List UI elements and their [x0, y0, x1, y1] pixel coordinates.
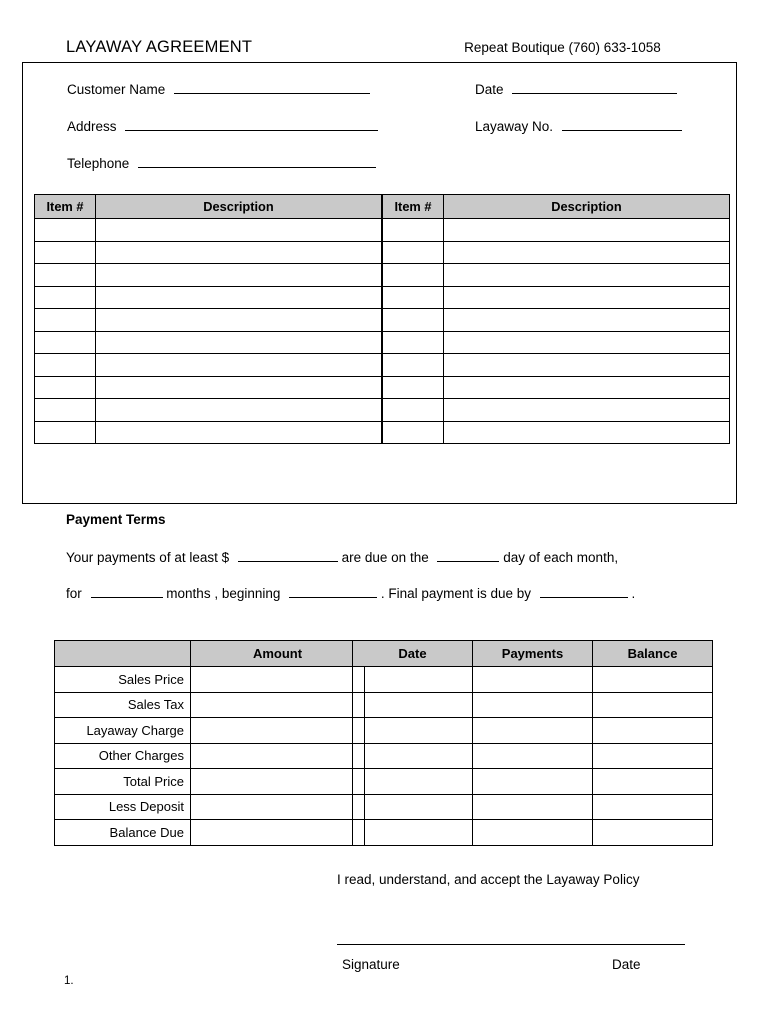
description-cell[interactable] [444, 376, 730, 399]
table-row [35, 286, 382, 309]
table-row [383, 309, 730, 332]
item-cell[interactable] [383, 354, 444, 377]
balance-cell[interactable] [593, 769, 713, 795]
customer-and-items-box [22, 62, 737, 504]
date-cell[interactable] [353, 794, 473, 820]
description-cell[interactable] [96, 309, 382, 332]
item-cell[interactable] [383, 399, 444, 422]
payment-cell[interactable] [473, 743, 593, 769]
amount-cell[interactable] [191, 743, 365, 769]
item-cell[interactable] [383, 309, 444, 332]
row-label: Balance Due [55, 820, 191, 846]
description-cell[interactable] [444, 286, 730, 309]
payment-cell[interactable] [473, 820, 593, 846]
table-row [353, 769, 713, 795]
table-row [35, 264, 382, 287]
table-row [353, 718, 713, 744]
description-cell[interactable] [444, 309, 730, 332]
balance-cell[interactable] [593, 718, 713, 744]
item-cell[interactable] [35, 286, 96, 309]
for-label: for [66, 586, 82, 602]
table-row [383, 286, 730, 309]
table-header-row [35, 195, 382, 219]
amount-cell[interactable] [191, 794, 365, 820]
item-cell[interactable] [35, 309, 96, 332]
description-cell[interactable] [444, 331, 730, 354]
item-cell[interactable] [35, 331, 96, 354]
table-row [353, 692, 713, 718]
table-row [383, 219, 730, 242]
amount-cell[interactable] [191, 820, 365, 846]
row-label: Less Deposit [55, 794, 191, 820]
date-label: Date [475, 82, 504, 98]
table-row [35, 421, 382, 444]
payment-cell[interactable] [473, 769, 593, 795]
item-cell[interactable] [35, 241, 96, 264]
table-row [55, 667, 365, 693]
item-table-right [382, 194, 730, 444]
item-cell[interactable] [35, 264, 96, 287]
table-row [55, 820, 365, 846]
payment-cell[interactable] [473, 667, 593, 693]
payments-header: Payments [473, 641, 593, 667]
table-row [35, 376, 382, 399]
table-row [383, 421, 730, 444]
page-number: 1. [64, 975, 74, 987]
months-count-input[interactable] [91, 585, 163, 598]
balance-cell[interactable] [593, 794, 713, 820]
description-cell[interactable] [96, 286, 382, 309]
table-row [55, 718, 365, 744]
description-cell[interactable] [444, 421, 730, 444]
field-customer-name [67, 81, 370, 97]
balance-cell[interactable] [593, 743, 713, 769]
description-cell[interactable] [444, 264, 730, 287]
amount-cell[interactable] [191, 692, 365, 718]
row-label: Layaway Charge [55, 718, 191, 744]
item-cell[interactable] [35, 219, 96, 242]
date-cell[interactable] [353, 692, 473, 718]
table-row [35, 354, 382, 377]
date-cell[interactable] [353, 718, 473, 744]
address-label: Address [67, 119, 117, 135]
amount-cell[interactable] [191, 769, 365, 795]
row-label: Sales Price [55, 667, 191, 693]
item-tables [34, 194, 730, 444]
table-row [353, 743, 713, 769]
date-input[interactable] [512, 81, 677, 94]
date-cell[interactable] [353, 667, 473, 693]
item-cell[interactable] [35, 399, 96, 422]
period-label: . [631, 586, 636, 602]
layaway-no-input[interactable] [562, 118, 682, 131]
each-month-label: day of each month, [503, 550, 619, 566]
field-address [67, 118, 378, 134]
page-title: LAYAWAY AGREEMENT [66, 38, 253, 56]
item-cell[interactable] [383, 421, 444, 444]
item-cell[interactable] [383, 376, 444, 399]
date-header: Date [353, 641, 473, 667]
description-header: Description [96, 195, 382, 219]
row-label: Sales Tax [55, 692, 191, 718]
table-row [35, 219, 382, 242]
payment-amount-input[interactable] [238, 549, 338, 562]
due-day-input[interactable] [437, 549, 499, 562]
table-row [55, 794, 365, 820]
table-row [353, 667, 713, 693]
field-date [475, 81, 677, 97]
address-input[interactable] [125, 118, 378, 131]
payment-amount-label: Your payments of at least $ [66, 550, 230, 566]
description-cell[interactable] [96, 421, 382, 444]
field-layaway-no [475, 118, 682, 134]
beginning-date-input[interactable] [289, 585, 377, 598]
description-cell[interactable] [96, 241, 382, 264]
date-cell[interactable] [353, 820, 473, 846]
table-row [353, 794, 713, 820]
balance-cell[interactable] [593, 820, 713, 846]
payment-cell[interactable] [473, 692, 593, 718]
table-row [55, 743, 365, 769]
table-row [383, 264, 730, 287]
item-cell[interactable] [35, 421, 96, 444]
document-header [66, 38, 706, 57]
description-cell[interactable] [96, 264, 382, 287]
item-table-left [34, 194, 382, 444]
description-cell[interactable] [444, 219, 730, 242]
balance-header: Balance [593, 641, 713, 667]
item-cell[interactable] [35, 354, 96, 377]
table-row [35, 241, 382, 264]
field-telephone [67, 155, 376, 171]
payment-cell[interactable] [473, 718, 593, 744]
table-row [55, 692, 365, 718]
amount-row-label-header [55, 641, 191, 667]
telephone-input[interactable] [138, 155, 376, 168]
table-row [383, 331, 730, 354]
payment-terms-line-1 [66, 549, 618, 565]
amount-cell[interactable] [191, 718, 365, 744]
table-header-row [55, 641, 365, 667]
table-row [35, 309, 382, 332]
item-cell[interactable] [383, 264, 444, 287]
description-cell[interactable] [96, 354, 382, 377]
item-cell[interactable] [383, 286, 444, 309]
final-payment-label: . Final payment is due by [380, 586, 531, 602]
table-row [383, 241, 730, 264]
description-header: Description [444, 195, 730, 219]
payment-cell[interactable] [473, 794, 593, 820]
table-row [35, 399, 382, 422]
table-row [383, 376, 730, 399]
months-beginning-label: months , beginning [166, 586, 281, 602]
date-cell[interactable] [353, 769, 473, 795]
description-cell[interactable] [444, 399, 730, 422]
item-cell[interactable] [383, 219, 444, 242]
amount-header: Amount [191, 641, 365, 667]
signature-line[interactable] [337, 944, 685, 945]
description-cell[interactable] [96, 376, 382, 399]
store-contact-info: Repeat Boutique (760) 633-1058 [464, 40, 661, 55]
payment-terms-heading: Payment Terms [66, 512, 166, 527]
item-number-header: Item # [383, 195, 444, 219]
payments-ledger-table [352, 640, 713, 846]
acceptance-statement: I read, understand, and accept the Layaway Policy [337, 872, 640, 887]
item-cell[interactable] [35, 376, 96, 399]
description-cell[interactable] [444, 241, 730, 264]
signature-label: Signature [342, 957, 400, 972]
date-cell[interactable] [353, 743, 473, 769]
description-cell[interactable] [96, 219, 382, 242]
customer-name-label: Customer Name [67, 82, 166, 98]
table-row [383, 399, 730, 422]
customer-name-input[interactable] [174, 81, 370, 94]
description-cell[interactable] [444, 354, 730, 377]
description-cell[interactable] [96, 399, 382, 422]
table-row [55, 769, 365, 795]
telephone-label: Telephone [67, 156, 130, 172]
table-row [383, 354, 730, 377]
item-cell[interactable] [383, 241, 444, 264]
amount-summary-table [54, 640, 365, 846]
balance-cell[interactable] [593, 667, 713, 693]
layaway-no-label: Layaway No. [475, 119, 554, 135]
item-number-header: Item # [35, 195, 96, 219]
payment-terms-line-2 [66, 585, 635, 601]
due-on-label: are due on the [341, 550, 429, 566]
item-cell[interactable] [383, 331, 444, 354]
description-cell[interactable] [96, 331, 382, 354]
table-row [353, 820, 713, 846]
table-header-row [353, 641, 713, 667]
row-label: Total Price [55, 769, 191, 795]
amount-cell[interactable] [191, 667, 365, 693]
table-header-row [383, 195, 730, 219]
table-row [35, 331, 382, 354]
balance-cell[interactable] [593, 692, 713, 718]
row-label: Other Charges [55, 743, 191, 769]
signature-date-label: Date [612, 957, 641, 972]
final-payment-date-input[interactable] [540, 585, 628, 598]
